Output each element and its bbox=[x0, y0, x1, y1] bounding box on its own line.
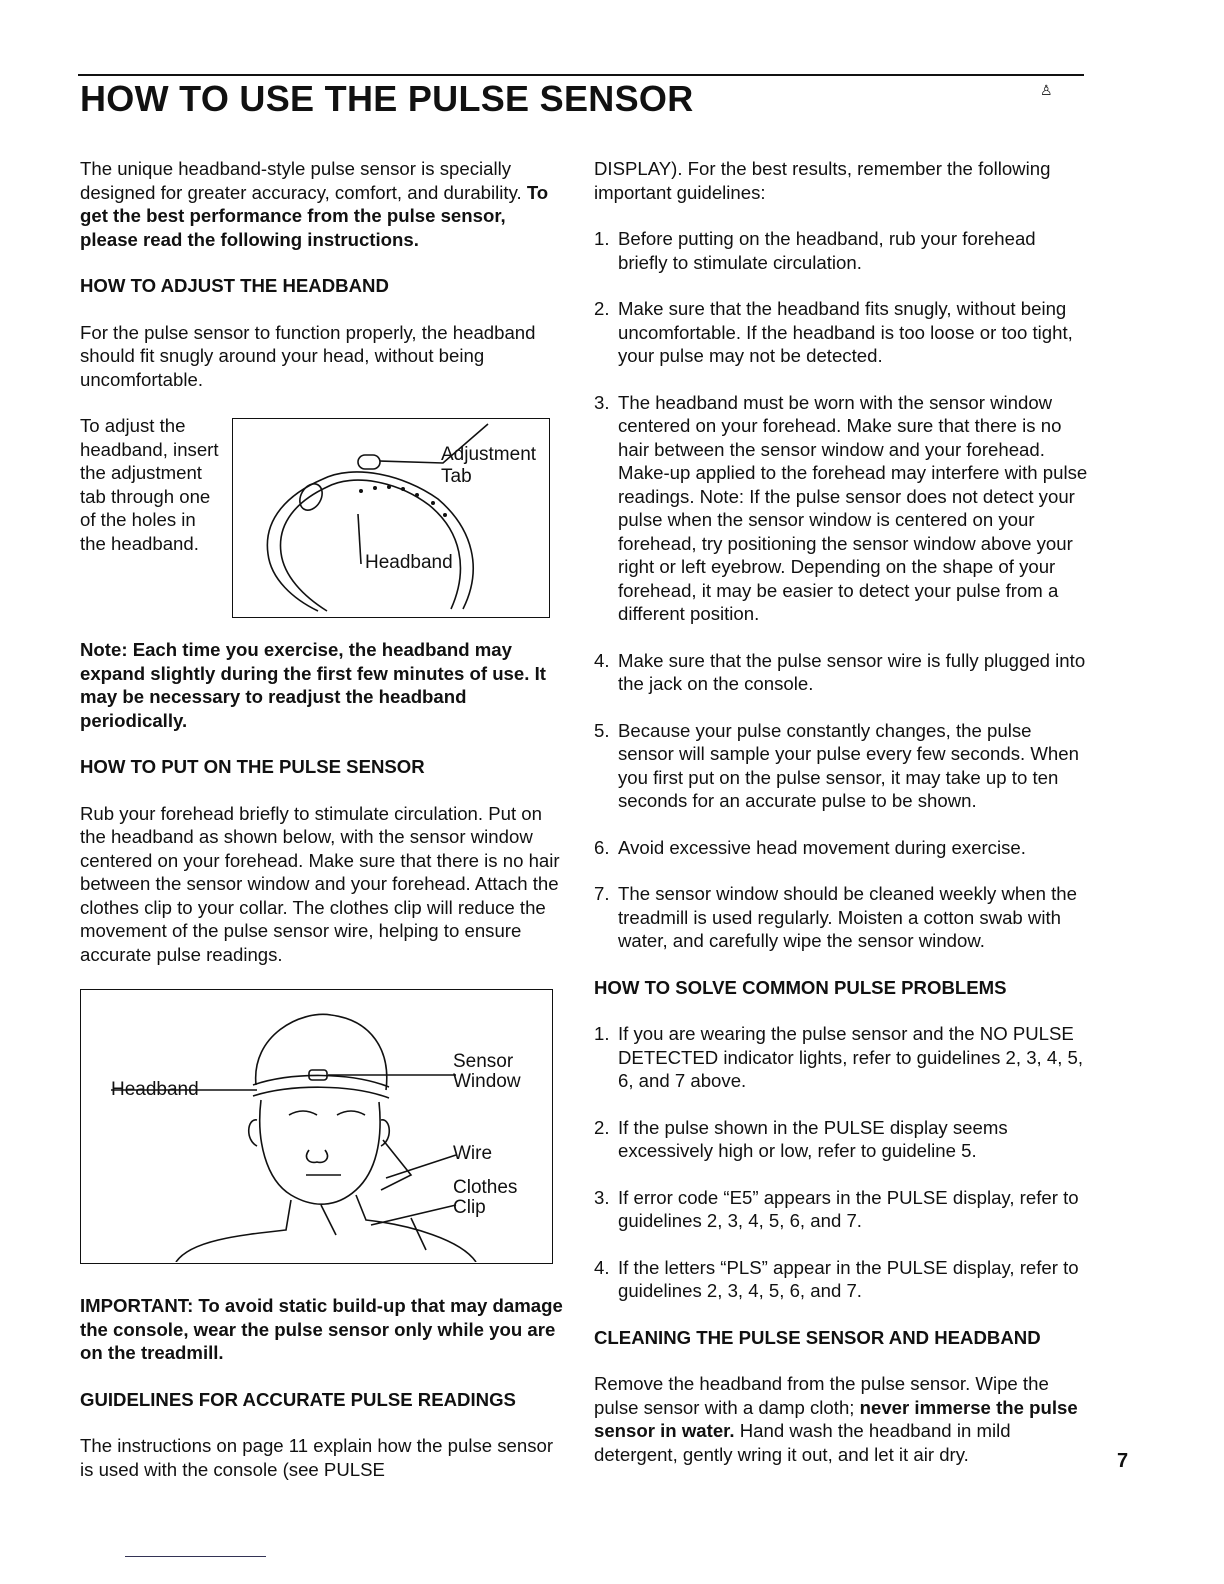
label-adjustment: Adjustment bbox=[441, 444, 537, 465]
list-item bbox=[594, 649, 1090, 696]
cleaning-bold-text: never immerse the pulse sensor in water. bbox=[594, 1396, 1078, 1441]
put-on-heading: HOW TO PUT ON THE PULSE SENSOR bbox=[80, 756, 425, 777]
title-rule bbox=[78, 74, 1084, 76]
note-bold-text: Each time you exercise, the headband may expand slightly during the first few minutes of use. It may be necessary to readjust the headband periodically. bbox=[80, 639, 546, 731]
wearing-illustration bbox=[81, 990, 551, 1262]
item-text: If you are wearing the pulse sensor and the NO PULSE DETECTED indicator lights, refer to guidelines 2, 3, 4, 5, 6, and 7 above. bbox=[618, 1023, 1084, 1091]
adjust-paragraph: For the pulse sensor to function properly, the headband should fit snugly around your head, without being uncomfortable. bbox=[80, 321, 536, 390]
item-number: 7. bbox=[594, 883, 610, 904]
item-text: Make sure that the pulse sensor wire is fully plugged into the jack on the console. bbox=[618, 649, 1086, 694]
item-number: 1. bbox=[594, 228, 610, 249]
item-number: 2. bbox=[594, 298, 610, 319]
item-text: Because your pulse constantly changes, the pulse sensor will sample your pulse every few seconds. When you first put on the pulse sensor, it may take up to ten seconds for an accurate pulse to be shown. bbox=[618, 719, 1079, 811]
problems-list bbox=[594, 1022, 1090, 1303]
cleaning-heading: CLEANING THE PULSE SENSOR AND HEADBAND bbox=[594, 1326, 1041, 1348]
intro-bold-text: To get the best performance from the pulse sensor, please read the following instructions. bbox=[80, 181, 549, 250]
list-item bbox=[594, 227, 1090, 274]
list-item bbox=[594, 882, 1090, 953]
list-item bbox=[594, 1256, 1090, 1303]
list-item bbox=[594, 1022, 1090, 1093]
continued-paragraph: DISPLAY). For the best results, remember the following important guidelines: bbox=[594, 158, 1051, 203]
item-number: 4. bbox=[594, 649, 610, 671]
item-text: Avoid excessive head movement during exercise. bbox=[618, 836, 1026, 858]
adjust-note bbox=[80, 638, 566, 732]
guidelines-list bbox=[594, 227, 1090, 953]
list-item bbox=[594, 836, 1090, 860]
item-text: The sensor window should be cleaned weekly when the treadmill is used regularly. Moisten a cotton swab with water, and carefully wipe the sensor window. bbox=[618, 883, 1077, 951]
label-headband: Headband bbox=[365, 552, 453, 573]
adjust-heading: HOW TO ADJUST THE HEADBAND bbox=[80, 275, 389, 296]
list-item bbox=[594, 391, 1090, 626]
item-text: If the letters “PLS” appear in the PULSE display, refer to guidelines 2, 3, 4, 5, 6, and 7. bbox=[618, 1256, 1079, 1301]
list-item bbox=[594, 1116, 1090, 1163]
intro-paragraph bbox=[80, 157, 566, 251]
intro-text: The unique headband-style pulse sensor is specially designed for greater accuracy, comfort, and durability. bbox=[80, 158, 522, 203]
label-clip: Clip bbox=[453, 1197, 486, 1218]
item-number: 3. bbox=[594, 1186, 610, 1208]
solve-heading: HOW TO SOLVE COMMON PULSE PROBLEMS bbox=[594, 976, 1007, 998]
label-sensor: Sensor bbox=[453, 1051, 514, 1072]
cleaning-paragraph bbox=[594, 1372, 1090, 1466]
footer-line bbox=[125, 1556, 266, 1557]
label-clothes: Clothes bbox=[453, 1177, 518, 1198]
list-item bbox=[594, 719, 1090, 813]
page-number: 7 bbox=[1117, 1450, 1129, 1472]
item-text: Before putting on the headband, rub your forehead briefly to stimulate circulation. bbox=[618, 228, 1036, 273]
wearing-figure bbox=[80, 989, 553, 1264]
guidelines-heading: GUIDELINES FOR ACCURATE PULSE READINGS bbox=[80, 1388, 516, 1410]
label-headband: Headband bbox=[111, 1079, 199, 1100]
right-column bbox=[594, 157, 1090, 1489]
list-item bbox=[594, 1186, 1090, 1233]
item-text: The headband must be worn with the sensor window centered on your forehead. Make sure that there is no hair between the sensor window and your forehead. Make-up applied to the forehead may interfere with pulse readings. Note: If the pulse sensor does not detect your pulse when the sensor window is centered on your forehead, try positioning the sensor window above your right or left eyebrow. Depending on the shape of your forehead, it may be easier to detect your pulse from a different position. bbox=[618, 391, 1088, 624]
page-title: HOW TO USE THE PULSE SENSOR bbox=[80, 78, 694, 119]
note-label: Note: bbox=[80, 639, 128, 660]
item-number: 4. bbox=[594, 1256, 610, 1278]
cleaning-text-end: Hand wash the headband in mild detergent, gently wring it out, and let it air dry. bbox=[594, 1420, 1011, 1465]
item-number: 1. bbox=[594, 1023, 610, 1044]
item-text: Make sure that the headband fits snugly, without being uncomfortable. If the headband is too loose or too tight, your pulse may not be detected. bbox=[618, 298, 1073, 366]
guidelines-paragraph: The instructions on page 11 explain how the pulse sensor is used with the console (see PULSE bbox=[80, 1435, 554, 1480]
adjust-section bbox=[80, 414, 566, 644]
list-item bbox=[594, 297, 1090, 368]
adjust-instruction-text: To adjust the headband, insert the adjustment tab through one of the holes in the headband. bbox=[80, 415, 219, 554]
put-on-paragraph: Rub your forehead briefly to stimulate circulation. Put on the headband as shown below, with the sensor window centered on your forehead. Make sure that there is no hair between the sensor window and your forehead. Attach the clothes clip to your collar. The clothes clip will reduce the movement of the pulse sensor wire, helping to ensure accurate pulse readings. bbox=[80, 802, 560, 965]
adjust-instruction bbox=[80, 414, 220, 555]
corner-mark: ♙ bbox=[1040, 82, 1053, 98]
label-wire: Wire bbox=[453, 1143, 493, 1164]
headband-figure bbox=[232, 418, 550, 618]
item-text: If error code “E5” appears in the PULSE display, refer to guidelines 2, 3, 4, 5, 6, and 7. bbox=[618, 1186, 1079, 1231]
item-text: If the pulse shown in the PULSE display seems excessively high or low, refer to guideline 5. bbox=[618, 1116, 1008, 1161]
cleaning-text: Remove the headband from the pulse sensor. Wipe the pulse sensor with a damp cloth; bbox=[594, 1373, 1049, 1418]
item-number: 5. bbox=[594, 719, 610, 741]
important-warning: IMPORTANT: To avoid static build-up that may damage the console, wear the pulse sensor only while you are on the treadmill. bbox=[80, 1295, 563, 1363]
label-tab: Tab bbox=[441, 466, 472, 487]
left-column bbox=[80, 157, 566, 1504]
label-window: Window bbox=[453, 1071, 521, 1092]
item-number: 3. bbox=[594, 391, 610, 413]
item-number: 2. bbox=[594, 1116, 610, 1138]
item-number: 6. bbox=[594, 836, 610, 858]
